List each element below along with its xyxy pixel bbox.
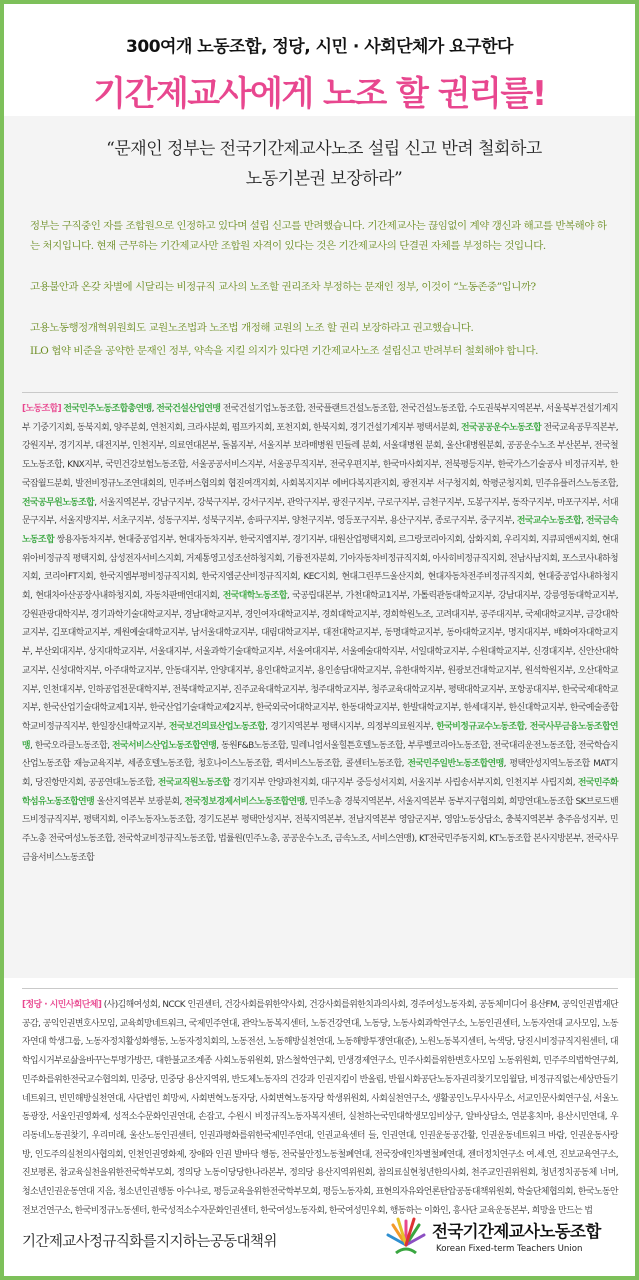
- paragraph-2: 고용불안과 온갖 차별에 시달리는 비정규직 교사의 노조할 권리조차 부정하는 문재인 정부, 이것이 “노동존중”입니까?: [30, 281, 536, 293]
- union-list-text: ,: [524, 721, 530, 732]
- subtitle: 300여개 노동조합, 정당, 시민 · 사회단체가 요구한다: [126, 37, 513, 57]
- civil-list: (사)김해여성회, NCCK 인권센터, 건강사회를위한약사회, 건강사회를위한치과의사회, 경주여성노동자회, 공동체미디어 용산FM, 공익인권법재단 공감, 공익인권변호사모임, 교육희망네트워크, 국제민주연대, 관악노동복지센터, 노동건강연대, 노동당, 노동사회과학연구소, 노동인권센터, 노동자연대 교사모임, 노동자연대 학생그룹, 노동자정치활성화행동, 노동자정치회의, 노동전선, 노동해방실천연대, 노동해방투쟁연대(준), 노원노동복지센터, 녹색당, 당진시비정규직지원센터, 대학입시거부로삶을바꾸는투명가방끈, 대한불교조계종 사회노동위원회, 맑스철학연구회, 민생경제연구소, 민주사회를위한변호사모임 노동위원회, 민주주의법학연구회, 민주화를위한전국교수협의회, 민중당, 민중당 용산지역위, 반도체노동자의 건강과 인권지킴이 반올림, 반월시화공단노동자권리찾기모임월담, 비정규직없는세상만들기네트워크, 빈민해방실천연대, 사단법인 희망씨, 사회변혁노동자당, 사회변혁노동자당 학생위원회, 사회실천연구소, 생활공인노무사사무소, 서교인문사회연구실, 서울노동광장, 서울인권영화제, 성적소수문화인권연대, 손잡고, 수원시 비정규직노동자복지센터, 실천하는국민대학생모임비상구, 알바상담소, 연분홍치마, 용산시민연대, 우리동네노동권찾기, 우리미래, 울산노동인권센터, 인권과평화를위한국제민주연대, 인권교육센터 들, 인권연대, 인권운동공간활, 인권운동네트워크 바람, 인권운동사랑방, 인도주의실천의사협의회, 인천인권영화제, 장애와 인권 발바닥 행동, 전국불안정노동철폐연대, 전국장애인차별철폐연대, 젠더정치연구소 여.세.연, 진보교육연구소, 진보평론, 참교육실천을위한전국학부모회, 정의당 노동이당당한나라본부, 정의당 용산지역위원회, 참의료실현청년한의사회, 천주교인권위원회, 청년정치공동체 너머, 청소년인권운동연대 지음, 청소년인권행동 아수나로, 평등교육을위한전국학부모회, 평등노동자회, 표현의자유와언론탄압공동대책위원회, 학술단체협의회, 한국노동안전보건연구소, 한국비정규노동센터, 한국성적소수자문화인권센터, 한국여성노동자회, 한국여성민우회, 행동하는 이화인, 흥사단 교육운동본부, 희망을 만드는 법: [22, 1000, 618, 1216]
- union-federation-name: 전국교수노동조합: [516, 516, 582, 527]
- paragraph-3: 고용노동행정개혁위원회도 교원노조법과 노조법 개정해 교원의 노조 할 권리 보장하라고 권고했습니다.: [30, 322, 474, 334]
- quote-line-1: “문재인 정부는 전국기간제교사노조 설립 신고 반려 철회하고: [106, 139, 542, 159]
- union-federation-name: 전국민주일반노동조합연맹: [407, 759, 504, 770]
- footer-committee: 기간제교사정규직화를지지하는공동대책위: [22, 1234, 277, 1250]
- union-federation-name: 전국정보경제서비스노동조합연맹: [184, 796, 305, 807]
- headline: 기간제교사에게 노조 할 권리를!: [93, 74, 546, 114]
- union-list-text: , 한국오라클노동조합,: [30, 740, 112, 751]
- union-list-text: ,: [581, 516, 586, 527]
- union-list-text: ,: [151, 404, 157, 414]
- union-list-text: , 국공립대본부, 가천대학교1지부, 가톨릭관동대학교지부, 강남대지부, 강릉영동대학교지부, 강원관광대학지부, 경기과학기술대학교지부, 경남대학교지부, 경인여자대학교지부, 경희대학교지부, 경희학원노조, 고려대지부, 공주대지부, 국제대학교지부, 금강대학교지부, 김포대학교지부, 계원예술대학교지부, 남서울대학교지부, 대림대학교지부, 대전대학교지부, 동명대학교지부, 동아대학교지부, 명지대지부, 배화여자대학교지부, 부산외대지부, 상지대학교지부, 서울대지부, 서울과학기술대학교지부, 서울여대지부, 서울예술대학지부, 서일대학교지부, 수원대학교지부, 신경대지부, 신안산대학교지부, 신성대학지부, 아주대학교지부, 안동대지부, 안양대지부, 용인대학교지부, 용인송담대학교지부, 유한대학지부, 원광보건대학교지부, 원석학원지부, 오산대학교지부, 인천대지부, 인하공업전문대학지부, 전북대학교지부, 진주교육대학교지부, 청주대학교지부, 청주교육대학교지부, 평택대학교지부, 포항공대지부, 한국국제대학교지부, 한국산업기술대학교제1지부, 한국산업기술대학교제2지부, 한국외국어대학교지부, 한동대학교지부, 한발대학교지부, 한세대지부, 한신대학교지부, 한국예술종합학교비정규직지부, 한일장신대학교지부,: [22, 591, 619, 732]
- union-list-text: , 민주노총 경북지역본부, 서울지역본부 동부지구협의회, 희망연대노동조합 SK브로드밴드비정규직지부, 평택지회, 이주노동자노동조합, 경기도본부 평택안성지부, 전북지역본부, 전남지역본부 영암군지부, 영암노동상담소, 충북지역본부 충주음성지부, 민주노총 전국여성노동조합, 전국학교비정규직노동조합, 법률원(민주노총, 공공운수노조, 금속노조, 서비스연맹), KT전국민주동지회, KT노동조합 본사지방본부, 전국사무금융서비스노동조합: [22, 796, 618, 863]
- union-logo-name: 전국기간제교사노동조합: [432, 1222, 601, 1241]
- union-federation-name: 전국사무금융노동조합연맹: [22, 721, 618, 751]
- union-list-text: 전국건설기업노동조합, 전국플랜트건설노동조합, 전국건설노동조합, 수도권북부지역본부, 서울북부건설기계지부 기중기지회, 동북지회, 양주분회, 연천지회, 크라샤분회, 펌프카지회, 포천지회, 한북지회, 경기건설기계지부 평택서분회,: [22, 404, 619, 433]
- demand-quote: [44, 134, 604, 194]
- union-federation-name: 한국비정규교수노동조합: [436, 721, 525, 732]
- union-tag: [노동조합]: [22, 404, 62, 414]
- union-list-text: 경기지부 안양과천지회, 대구지부 중등성서지회, 서울지부 사립송서부지회, 인천지부 사립지회,: [230, 778, 578, 789]
- divider: [22, 988, 618, 989]
- union-logo-english: Korean Fixed-term Teachers Union: [436, 1244, 583, 1254]
- quote-line-2: 노동기본권 보장하라”: [245, 169, 403, 189]
- union-list-text: , 서울지역본부, 강남구지부, 강북구지부, 강서구지부, 관악구지부, 광진구지부, 구로구지부, 금천구지부, 도봉구지부, 동작구지부, 마포구지부, 서대문구지부, 서울지방지부, 서초구지부, 성동구지부, 성북구지부, 송파구지부, 양천구지부, 영등포구지부, 용산구지부, 종로구지부, 중구지부,: [22, 497, 618, 527]
- union-federation-name: 전국보건의료산업노동조합: [168, 721, 266, 732]
- union-list-text: , 동원F&B노동조합, 밀레니엄서울힐튼호텔노동조합, 부루벨코리아노동조합, 전국대리운전노동조합, 전국학습지산업노동조합 재능교육지부, 세종호텔노동조합, 청호나이스노동조합, 퀵서비스노동조합, 콜센터노동조합,: [22, 740, 618, 770]
- union-federation-name: 전국공공운수노동조합: [460, 422, 542, 433]
- union-list-text: 전국교육공무직본부, 강원지부, 경기지부, 대전지부, 인천지부, 의료연대본부, 돌봄지부, 서울지부 보라매병원 민들레 분회, 서울대병원 분회, 울산대병원분회, 공공운수노조 부산본부, 전국철도노동조합, KNX지부, 국민건강보험노동조합, 서울공공서비스지부, 서울공무직지부, 전국우편지부, 한국마사회지부, 전북평등지부, 한국가스기술공사 비정규지부, 한국잡월드분회, 발전비정규노조연대회의, 민주버스협의회 협진여객지회, 사회복지지부 에버다복지관지회, 광전지부 서구청지회, 학평군청지회, 민주유플러스노동조합,: [22, 422, 618, 489]
- union-federation-name: 전국민주노동조합총연맹: [63, 404, 152, 414]
- union-signatories: [22, 400, 618, 868]
- civil-signatories: [22, 996, 618, 1220]
- union-federation-name: 전국민주화학섬유노동조합연맹: [22, 778, 618, 807]
- paragraph-1: 정부는 구직중인 자를 조합원으로 인정하고 있다며 설립 신고를 반려했습니다. 기간제교사는 끊임없이 계약 갱신과 해고를 반복해야 하는 처지입니다. 현재 근무하는 기간제교사만 조합원 자격이 있다는 것은 기간제교사의 단결권 자체를 부정하는 것입니다.: [30, 220, 607, 252]
- union-list-text: 쌍용자동차지부, 현대중공업지부, 현대자동차지부, 한국지엠지부, 경기지부, 대원산업평택지회, 르그랑코리아지회, 삼화지회, 우리지회, 지큐피앤씨지회, 현대위아비정규직 평택지회, 삼성전자서비스지회, 거제통영고성조선하청지회, 기륭전자분회, 기아자동차비정규직지회, 아사히비정규직지회, 전남사남지회, 포스코사내하청지회, 코리아FT지회, 한국지엠부평비정규직지회, 한국지엠군산비정규직지회, KEC지회, 현대그린푸드울산지회, 현대자동차전주비정규직지회, 현대중공업사내하청지회, 현대차아산공장사내하청지회, 자동차판매연대지회,: [22, 534, 618, 602]
- union-federation-name: 전국공무원노동조합: [22, 497, 95, 508]
- union-federation-name: 전국건설산업연맹: [156, 404, 221, 414]
- union-federation-name: 전국교직원노동조합: [157, 778, 231, 789]
- union-list: [22, 404, 618, 863]
- union-list-text: , 경기지역본부 평택시지부, 의정부의료원지부,: [265, 721, 437, 732]
- union-federation-name: 전국금속노동조합: [22, 516, 618, 545]
- paragraph-4: ILO 협약 비준을 공약한 문재인 정부, 약속을 지킬 의지가 있다면 기간제교사노조 설립신고 반려부터 철회해야 합니다.: [30, 345, 539, 357]
- union-federation-name: 전국서비스산업노동조합연맹: [111, 740, 217, 751]
- poster: [4, 4, 635, 1276]
- civil-tag: [정당 · 시민사회단체]: [22, 1000, 102, 1010]
- union-logo-icon: [384, 1215, 428, 1259]
- divider: [22, 392, 618, 393]
- union-list-text: , 평택안성지역노동조합 MAT지회, 당진항만지회, 공공연대노동조합,: [22, 759, 618, 789]
- union-list-text: 울산지역본부 보광분회,: [94, 796, 185, 807]
- union-federation-name: 전국대학노동조합: [222, 591, 287, 602]
